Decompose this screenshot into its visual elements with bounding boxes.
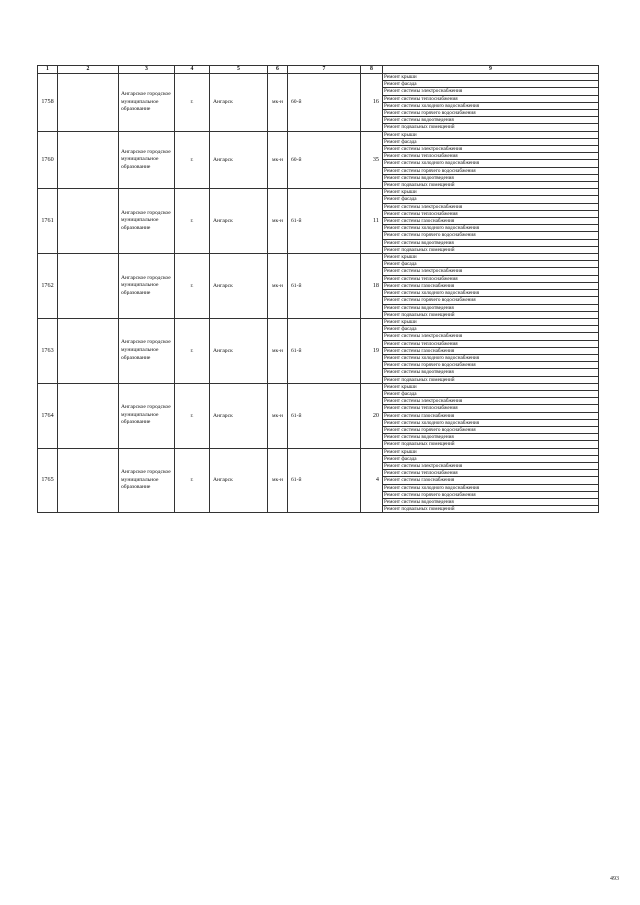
empty-cell [58,448,119,513]
street-type-cell: мк-н [268,318,288,383]
municipality-cell: Ангарское городское муниципальное образование [119,383,175,448]
column-header: 5 [210,66,268,74]
locality-cell: Ангарск [210,318,268,383]
locality-cell: Ангарск [210,189,268,254]
locality-type-cell: г. [175,448,210,513]
repair-work-cell: Ремонт системы холодного водоснабжения [383,354,599,361]
repair-work-cell: Ремонт системы газоснабжения [383,218,599,225]
repair-work-cell: Ремонт крыши [383,74,599,81]
empty-cell [58,254,119,319]
repair-work-cell: Ремонт фасада [383,196,599,203]
locality-cell: Ангарск [210,383,268,448]
house-number-cell: 19 [361,318,383,383]
street-type-cell: мк-н [268,254,288,319]
repair-work-cell: Ремонт системы электроснабжения [383,146,599,153]
table-row [38,74,599,81]
table-row [38,254,599,261]
municipality-cell: Ангарское городское муниципальное образование [119,189,175,254]
repair-work-cell: Ремонт системы газоснабжения [383,412,599,419]
repair-work-cell: Ремонт системы теплоснабжения [383,275,599,282]
repair-work-cell: Ремонт системы холодного водоснабжения [383,484,599,491]
street-type-cell: мк-н [268,131,288,189]
repair-work-cell: Ремонт фасада [383,81,599,88]
repair-work-cell: Ремонт подвальных помещений [383,376,599,383]
repair-work-cell: Ремонт системы водоотведения [383,117,599,124]
column-header: 8 [361,66,383,74]
column-header: 4 [175,66,210,74]
street-type-cell: мк-н [268,448,288,513]
repair-work-cell: Ремонт системы горячего водоснабжения [383,491,599,498]
repair-work-cell: Ремонт системы теплоснабжения [383,470,599,477]
locality-cell: Ангарск [210,74,268,132]
repair-work-cell: Ремонт крыши [383,448,599,455]
repair-work-cell: Ремонт системы газоснабжения [383,477,599,484]
repair-work-cell: Ремонт системы водоотведения [383,498,599,505]
table-row [38,189,599,196]
column-header: 6 [268,66,288,74]
repair-work-cell: Ремонт системы холодного водоснабжения [383,225,599,232]
street-cell: 60-й [288,131,361,189]
repair-work-cell: Ремонт системы электроснабжения [383,88,599,95]
column-header: 9 [383,66,599,74]
table-row [38,383,599,390]
street-cell: 61-й [288,189,361,254]
row-id-cell: 1758 [38,74,58,132]
page-number: 493 [610,876,619,882]
locality-cell: Ангарск [210,448,268,513]
repair-work-cell: Ремонт системы горячего водоснабжения [383,362,599,369]
empty-cell [58,318,119,383]
locality-type-cell: г. [175,318,210,383]
repair-work-cell: Ремонт системы холодного водоснабжения [383,419,599,426]
repair-work-cell: Ремонт подвальных помещений [383,441,599,448]
repair-work-cell: Ремонт фасада [383,326,599,333]
house-number-cell: 20 [361,383,383,448]
column-header: 7 [288,66,361,74]
repair-work-cell: Ремонт системы холодного водоснабжения [383,160,599,167]
repair-work-cell: Ремонт системы горячего водоснабжения [383,297,599,304]
table-body [38,74,599,513]
street-cell: 61-й [288,254,361,319]
column-header: 2 [58,66,119,74]
table-row [38,318,599,325]
repair-work-cell: Ремонт системы холодного водоснабжения [383,290,599,297]
repair-work-cell: Ремонт системы электроснабжения [383,268,599,275]
repair-work-cell: Ремонт системы электроснабжения [383,398,599,405]
street-type-cell: мк-н [268,383,288,448]
table-row [38,131,599,138]
municipality-cell: Ангарское городское муниципальное образование [119,318,175,383]
repair-work-cell: Ремонт фасада [383,455,599,462]
repair-work-cell: Ремонт системы водоотведения [383,434,599,441]
repair-work-cell: Ремонт крыши [383,131,599,138]
row-id-cell: 1765 [38,448,58,513]
repair-work-cell: Ремонт системы водоотведения [383,369,599,376]
repair-work-cell: Ремонт системы горячего водоснабжения [383,426,599,433]
row-id-cell: 1763 [38,318,58,383]
locality-cell: Ангарск [210,131,268,189]
repair-work-cell: Ремонт системы теплоснабжения [383,95,599,102]
repair-work-cell: Ремонт подвальных помещений [383,182,599,189]
locality-cell: Ангарск [210,254,268,319]
capital-repair-table [37,65,599,513]
house-number-cell: 18 [361,254,383,319]
street-type-cell: мк-н [268,74,288,132]
street-cell: 61-й [288,448,361,513]
repair-work-cell: Ремонт системы электроснабжения [383,333,599,340]
table-row [38,448,599,455]
repair-work-cell: Ремонт системы газоснабжения [383,347,599,354]
repair-work-cell: Ремонт крыши [383,318,599,325]
repair-work-cell: Ремонт крыши [383,254,599,261]
repair-work-cell: Ремонт системы водоотведения [383,304,599,311]
locality-type-cell: г. [175,383,210,448]
repair-work-cell: Ремонт системы теплоснабжения [383,153,599,160]
repair-work-cell: Ремонт системы теплоснабжения [383,210,599,217]
municipality-cell: Ангарское городское муниципальное образование [119,448,175,513]
empty-cell [58,74,119,132]
row-id-cell: 1762 [38,254,58,319]
repair-work-cell: Ремонт фасада [383,138,599,145]
row-id-cell: 1764 [38,383,58,448]
repair-work-cell: Ремонт системы водоотведения [383,239,599,246]
column-header: 1 [38,66,58,74]
repair-work-cell: Ремонт подвальных помещений [383,246,599,253]
repair-work-cell: Ремонт крыши [383,189,599,196]
house-number-cell: 11 [361,189,383,254]
municipality-cell: Ангарское городское муниципальное образование [119,254,175,319]
street-cell: 61-й [288,318,361,383]
repair-work-cell: Ремонт системы теплоснабжения [383,340,599,347]
locality-type-cell: г. [175,74,210,132]
repair-work-cell: Ремонт системы холодного водоснабжения [383,102,599,109]
repair-work-cell: Ремонт системы электроснабжения [383,203,599,210]
repair-work-cell: Ремонт фасада [383,390,599,397]
municipality-cell: Ангарское городское муниципальное образование [119,74,175,132]
repair-work-cell: Ремонт системы теплоснабжения [383,405,599,412]
row-id-cell: 1761 [38,189,58,254]
row-id-cell: 1760 [38,131,58,189]
street-cell: 61-й [288,383,361,448]
locality-type-cell: г. [175,254,210,319]
locality-type-cell: г. [175,189,210,254]
repair-work-cell: Ремонт системы газоснабжения [383,282,599,289]
repair-work-cell: Ремонт подвальных помещений [383,506,599,513]
locality-type-cell: г. [175,131,210,189]
repair-work-cell: Ремонт системы электроснабжения [383,462,599,469]
repair-work-cell: Ремонт подвальных помещений [383,124,599,131]
repair-work-cell: Ремонт фасада [383,261,599,268]
street-cell: 60-й [288,74,361,132]
repair-work-cell: Ремонт системы горячего водоснабжения [383,110,599,117]
house-number-cell: 16 [361,74,383,132]
empty-cell [58,189,119,254]
house-number-cell: 4 [361,448,383,513]
municipality-cell: Ангарское городское муниципальное образование [119,131,175,189]
empty-cell [58,131,119,189]
repair-work-cell: Ремонт системы горячего водоснабжения [383,232,599,239]
column-header: 3 [119,66,175,74]
street-type-cell: мк-н [268,189,288,254]
house-number-cell: 35 [361,131,383,189]
repair-work-cell: Ремонт подвальных помещений [383,311,599,318]
repair-work-cell: Ремонт системы водоотведения [383,174,599,181]
repair-work-cell: Ремонт системы горячего водоснабжения [383,167,599,174]
empty-cell [58,383,119,448]
repair-work-cell: Ремонт крыши [383,383,599,390]
header-row [38,66,599,74]
